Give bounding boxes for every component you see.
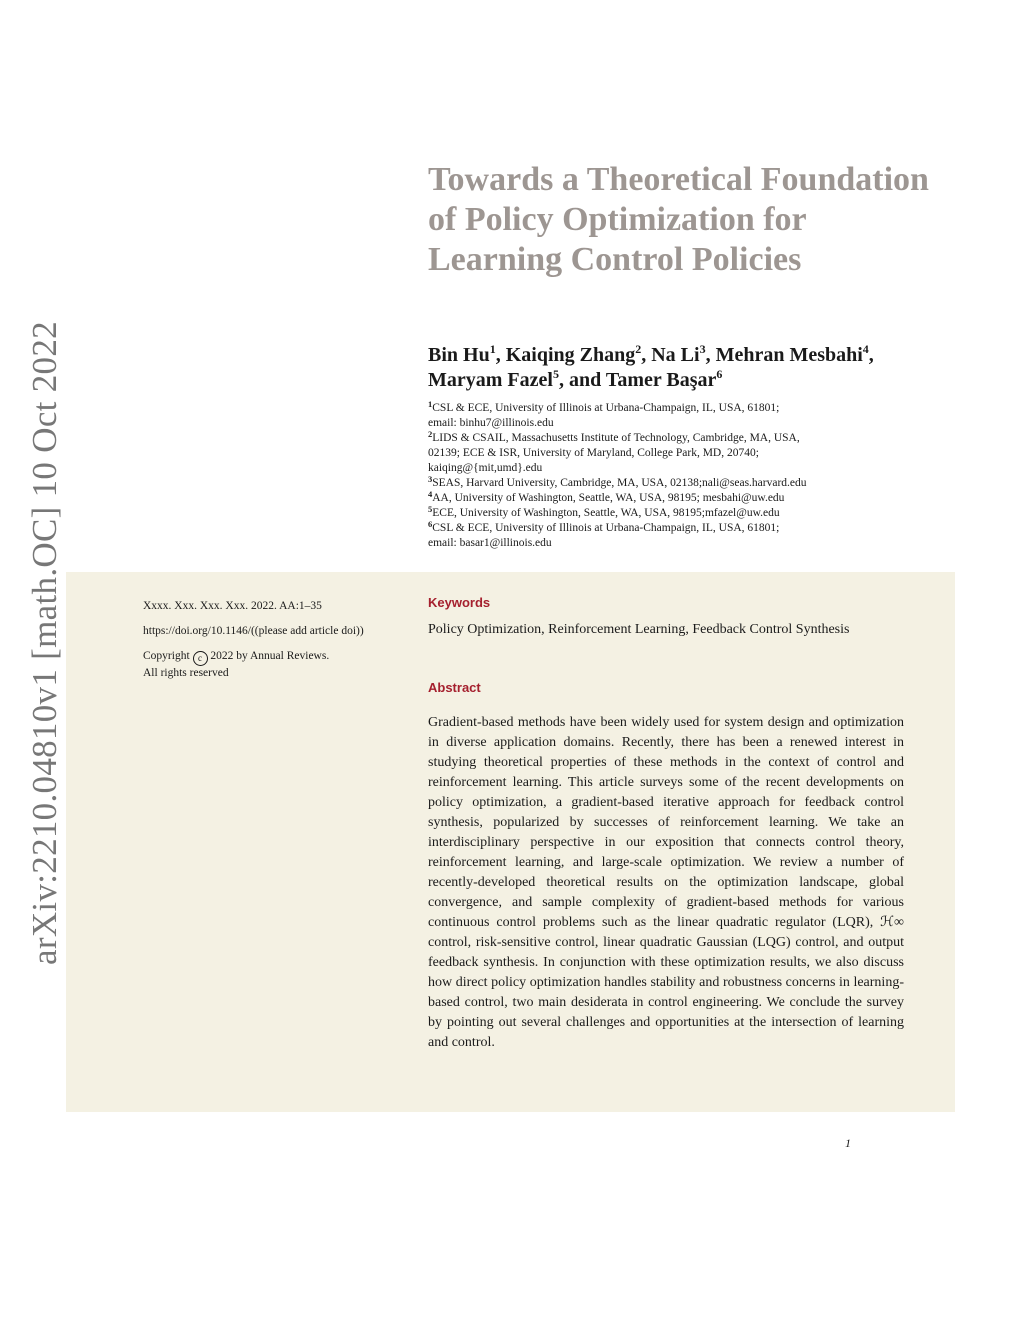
abstract-heading: Abstract — [428, 680, 481, 695]
affiliation-mark: 2 — [428, 429, 433, 439]
author-separator: , — [868, 344, 874, 366]
publication-meta — [143, 599, 383, 691]
affiliation-line: $^6$CSL & ECE, University of Illinois at Urbana-Champaign, IL, USA, 61801; — [428, 519, 780, 534]
citation-line: Xxxx. Xxx. Xxx. Xxx. 2022. AA:1–35 — [143, 600, 322, 612]
title-block — [428, 160, 948, 280]
affiliation-line: 02139; ECE & ISR, University of Maryland, College Park, MD, 20740; — [428, 447, 759, 459]
author-affiliation-mark: 1 — [489, 342, 496, 356]
author-separator: , — [495, 344, 506, 366]
affiliation-mark: 1 — [428, 399, 433, 409]
affiliation-line: $^4$AA, University of Washington, Seattle, WA, USA, 98195; mesbahi@uw.edu — [428, 489, 785, 504]
author-separator: , — [705, 344, 716, 366]
paper-title: Towards a Theoretical Foundation of Policy Optimization for Learning Control Policies — [428, 161, 929, 278]
affiliation-mark: 3 — [428, 474, 433, 484]
copyright-icon: c — [193, 651, 208, 666]
author-name: Kaiqing Zhang — [505, 344, 636, 366]
affiliation-line: $^2$LIDS & CSAIL, Massachusetts Institute of Technology, Cambridge, MA, USA, — [428, 429, 800, 444]
affiliation-line: email: basar1@illinois.edu — [428, 537, 552, 549]
author-name: Na Li — [651, 344, 700, 366]
keywords-text: Policy Optimization, Reinforcement Learning, Feedback Control Synthesis — [428, 622, 850, 637]
author-affiliation-mark: 6 — [716, 367, 723, 381]
affiliation-list — [428, 401, 928, 551]
rights-reserved: All rights reserved — [143, 667, 229, 679]
affiliation-line: $^1$CSL & ECE, University of Illinois at Urbana-Champaign, IL, USA, 61801; — [428, 399, 780, 414]
author-affiliation-mark: 4 — [862, 342, 869, 356]
author-name: Tamer Başar — [605, 369, 717, 391]
author-affiliation-mark: 5 — [552, 367, 559, 381]
author-separator: , — [641, 344, 652, 366]
affiliation-mark: 4 — [428, 489, 433, 499]
arxiv-identifier-stamp — [20, 320, 70, 965]
author-name: Mehran Mesbahi — [715, 344, 863, 366]
copyright-prefix: Copyright — [143, 650, 190, 662]
abstract-text: Gradient-based methods have been widely used for system design and optimization in diverse application domains. Recently, there has been a renewed interest in studying theoretical properties of these methods in the context of control and reinforcement learning. This article surveys some of the recent developments on policy optimization, a gradient-based iterative approach for feedback control synthesis, popularized by successes of reinforcement learning. We take an interdisciplinary perspective in our exposition that connects control theory, reinforcement learning, and large-scale optimization. We review a number of recently-developed theoretical results on the optimization landscape, global convergence, and sample complexity of gradient-based methods for various continuous control problems such as the linear quadratic regulator (LQR), ℋ∞ control, risk-sensitive control, linear quadratic Gaussian (LQG) control, and output feedback synthesis. In conjunction with these optimization results, we also discuss how direct policy optimization handles stability and robustness concerns in learning-based control, two main desiderata in control engineering. We conclude the survey by pointing out several challenges and opportunities at the intersection of learning and control. — [428, 715, 904, 1050]
affiliation-line: $^5$ECE, University of Washington, Seattle, WA, USA, 98195;mfazel@uw.edu — [428, 504, 780, 519]
doi-link[interactable]: https://doi.org/10.1146/((please add article doi)) — [143, 625, 364, 637]
affiliation-mark: 6 — [428, 519, 433, 529]
keywords-heading: Keywords — [428, 595, 491, 610]
author-affiliation-mark: 2 — [635, 342, 642, 356]
author-affiliation-mark: 3 — [699, 342, 706, 356]
page-number: 1 — [845, 1136, 851, 1150]
affiliation-line: $^3$SEAS, Harvard University, Cambridge, MA, USA, 02138;nali@seas.harvard.edu — [428, 474, 807, 489]
arxiv-identifier-text: arXiv:2210.04810v1 [math.OC] 10 Oct 2022 — [25, 320, 64, 965]
author-list — [428, 343, 928, 393]
copyright-year-holder: 2022 by Annual Reviews. — [210, 650, 330, 662]
author-name: Maryam Fazel — [428, 369, 553, 391]
affiliation-line: email: binhu7@illinois.edu — [428, 417, 554, 429]
author-name: Bin Hu — [428, 344, 490, 366]
affiliation-mark: 5 — [428, 504, 433, 514]
affiliation-line: kaiqing@{mit,umd}.edu — [428, 462, 543, 474]
author-separator: , and — [558, 369, 606, 391]
copyright-notice — [143, 649, 383, 681]
